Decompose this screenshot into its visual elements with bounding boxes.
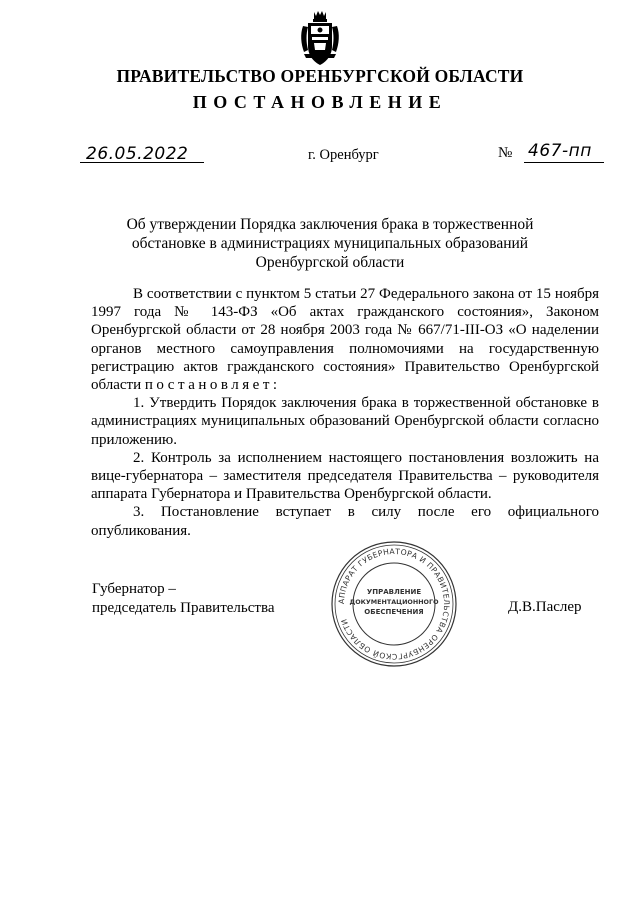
date-underline: [80, 162, 204, 163]
government-name: ПРАВИТЕЛЬСТВО ОРЕНБУРГСКОЙ ОБЛАСТИ: [116, 66, 524, 86]
svg-text:ДОКУМЕНТАЦИОННОГО: ДОКУМЕНТАЦИОННОГО: [349, 598, 439, 606]
resolves-word: постановляет: [144, 377, 273, 394]
signatory-position: [92, 580, 275, 618]
document-city: г. Оренбург: [308, 147, 379, 163]
position-line-1: Губернатор –: [92, 581, 176, 597]
document-title: Об утверждении Порядка заключения брака в торжественной обстановке в администрациях муниципальных образований Оренбургской области: [126, 216, 534, 271]
svg-text:АППАРАТ ГУБЕРНАТОРА И ПРАВИТЕЛ: АППАРАТ ГУБЕРНАТОРА И ПРАВИТЕЛЬСТВА ОРЕНБУРГСКОЙ ОБЛАСТИ: [336, 546, 452, 662]
number-label: №: [498, 145, 513, 161]
paragraph-item-1: 1. Утвердить Порядок заключения брака в торжественной обстановке в администрациях муниципальных образований Оренбургской области согласно приложению.: [91, 395, 599, 448]
paragraph-preamble: [91, 285, 599, 394]
document-body: [91, 285, 599, 540]
preamble-text: В соответствии с пунктом 5 статьи 27 Федерального закона от 15 ноября 1997 года № 143-ФЗ «Об актах гражданского состояния», Законом Оренбургской области от 28 ноября 2003 года № 667/71-III-ОЗ «О наделении органов местного самоуправления полномочиями на государственную регистрацию актов гражданского состояния» Правительство Оренбургской области: [91, 286, 599, 394]
document-type: ПОСТАНОВЛЕНИЕ: [192, 92, 448, 112]
paragraph-item-3: 3. Постановление вступает в силу после его официального опубликования.: [91, 504, 599, 539]
official-stamp: [330, 540, 458, 668]
number-underline: [524, 162, 604, 163]
signatory-name: Д.В.Паслер: [508, 599, 582, 615]
paragraph-item-2: 2. Контроль за исполнением настоящего постановления возложить на вице-губернатора – заместителя председателя Правительства – руководителя аппарата Губернатора и Правительства Оренбургской области.: [91, 449, 599, 503]
position-line-2: председатель Правительства: [92, 600, 275, 616]
svg-text:УПРАВЛЕНИЕ: УПРАВЛЕНИЕ: [366, 588, 422, 596]
colon: :: [272, 377, 278, 394]
svg-text:ОБЕСПЕЧЕНИЯ: ОБЕСПЕЧЕНИЯ: [364, 608, 424, 616]
coat-of-arms-icon: [299, 10, 341, 68]
document-number: 467-пп: [528, 141, 592, 161]
document-date: 26.05.2022: [86, 144, 189, 164]
